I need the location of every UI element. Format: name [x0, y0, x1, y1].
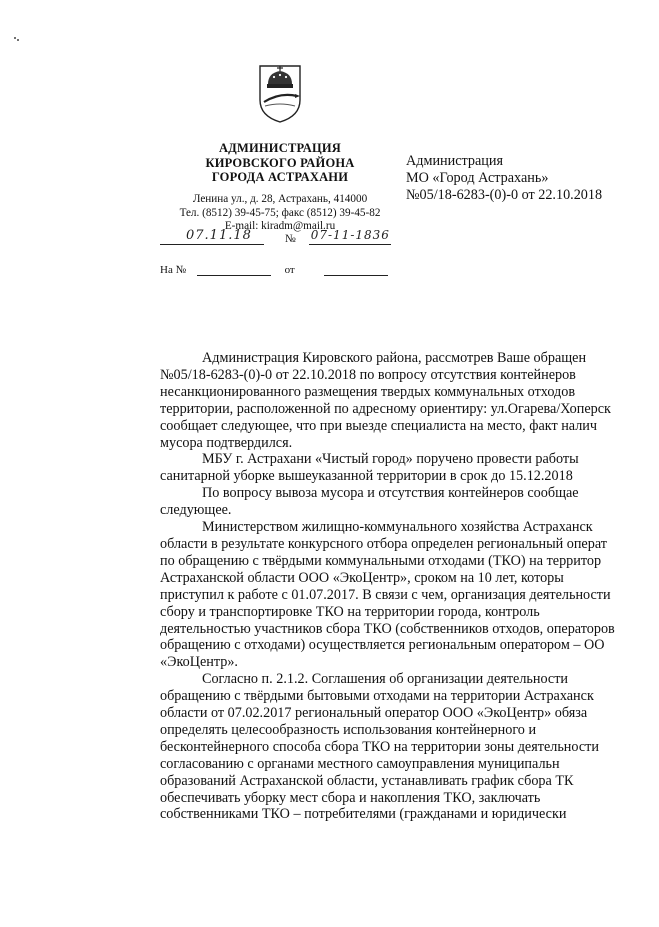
- reply-from-label: от: [284, 264, 295, 276]
- text-line: несанкционированного размещения твердых коммунальных отходов: [160, 383, 576, 400]
- text-line: собственниками ТКО – потребителями (гражданами и юридически: [160, 806, 567, 823]
- scan-speck: [17, 39, 19, 41]
- paragraph-complaint-review: [160, 350, 659, 451]
- text-line: области в результате конкурсного отбора определен региональный операт: [160, 535, 607, 552]
- addressee-line: МО «Город Астрахань»: [406, 170, 549, 186]
- text-line: Администрация Кировского района, рассмотрев Ваше обращен: [202, 350, 587, 366]
- text-line: Согласно п. 2.1.2. Соглашения об организации деятельности: [202, 671, 569, 688]
- org-line: ГОРОДА АСТРАХАНИ: [211, 170, 349, 184]
- organization-name: [180, 141, 380, 185]
- outgoing-date-field: [160, 228, 264, 245]
- paragraph-regional-operator: [160, 519, 659, 671]
- text-line: по обращению с твёрдыми коммунальными отходами (ТКО) на территор: [160, 552, 602, 569]
- sender-email: E-mail: kiradm@mail.ru: [224, 220, 336, 232]
- text-line: сообщает следующее, что при выезде специалиста на место, факт налич: [160, 417, 598, 434]
- reply-prefix: На №: [160, 264, 187, 276]
- letter-body: [160, 350, 659, 823]
- text-line: сбору и транспортировке ТКО на территории города, контроль: [160, 603, 540, 620]
- text-line: По вопросу вывоза мусора и отсутствия контейнеров сообщае: [202, 485, 579, 502]
- paragraph-waste-removal: [160, 485, 659, 519]
- number-label: №: [284, 233, 296, 245]
- text-line: №05/18-6283-(0)-0 от 22.10.2018 по вопросу отсутствия контейнеров: [160, 366, 576, 383]
- outgoing-number-field: [309, 228, 391, 245]
- text-line: Министерством жилищно-коммунального хозяйства Астраханск: [202, 519, 593, 536]
- text-line: следующее.: [160, 502, 232, 519]
- outgoing-date: 07.11.18: [186, 228, 252, 243]
- text-line: мусора подтвердился.: [160, 434, 293, 451]
- text-line: санитарной уборке вышеуказанной территории в срок до 15.12.2018: [160, 468, 573, 485]
- text-line: «ЭкоЦентр».: [160, 654, 238, 671]
- addressee-block: [406, 153, 602, 204]
- text-line: приступил к работе с 01.07.2017. В связи с чем, организация деятельности: [160, 586, 611, 603]
- text-line: бесконтейнерного способа сбора ТКО на территории зоны деятельности: [160, 738, 599, 755]
- text-line: деятельностью участников сбора ТКО (собственников отходов, операторов: [160, 620, 615, 637]
- paragraph-cleanup-order: [160, 451, 659, 485]
- text-line: обращению с отходами) осуществляется региональным оператором – ОО: [160, 637, 605, 654]
- coat-of-arms-icon: [255, 62, 305, 124]
- sender-phone: Тел. (8512) 39-45-75; факс (8512) 39-45-82: [179, 206, 381, 219]
- outgoing-number: 07-11-1836: [310, 228, 390, 242]
- reply-date-line: [324, 264, 388, 276]
- org-line: АДМИНИСТРАЦИЯ: [218, 141, 342, 155]
- text-line: территории, расположенной по адресному ориентиру: ул.Огарева/Хоперск: [160, 400, 611, 417]
- sender-address: Ленина ул., д. 28, Астрахань, 414000: [192, 193, 368, 205]
- reply-reference: [160, 264, 388, 276]
- outgoing-registration: [160, 228, 391, 245]
- text-line: Астраханской области ООО «ЭкоЦентр», сроком на 10 лет, которы: [160, 569, 564, 586]
- reply-number-line: [197, 264, 271, 276]
- text-line: МБУ г. Астрахани «Чистый город» поручено провести работы: [202, 451, 579, 468]
- text-line: согласованию с органами местного самоуправления муниципальн: [160, 755, 560, 772]
- org-line: КИРОВСКОГО РАЙОНА: [205, 155, 355, 170]
- text-line: обеспечивать уборку мест сбора и накопления ТКО, заключать: [160, 789, 541, 806]
- text-line: области от 07.02.2017 региональный оператор ООО «ЭкоЦентр» обяза: [160, 705, 588, 722]
- addressee-line: №05/18-6283-(0)-0 от 22.10.2018: [406, 187, 603, 203]
- text-line: образований Астраханской области, устанавливать график сбора ТК: [160, 772, 574, 789]
- paragraph-agreement: [160, 671, 659, 823]
- scan-speck: [14, 37, 16, 39]
- addressee-line: Администрация: [406, 153, 503, 169]
- text-line: определять целесообразность использования контейнерного и: [160, 721, 537, 738]
- text-line: обращению с твёрдыми бытовыми отходами на территории Астраханск: [160, 688, 594, 705]
